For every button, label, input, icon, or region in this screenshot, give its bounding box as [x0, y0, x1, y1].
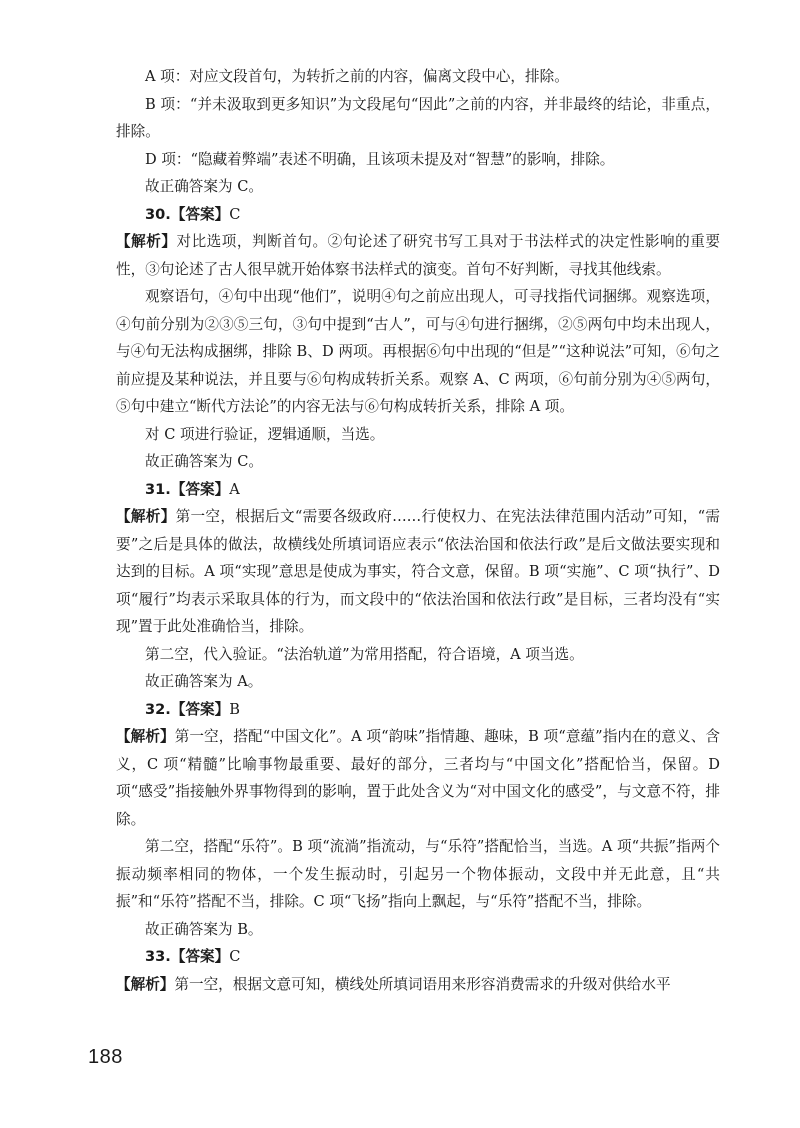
paragraph-second-blank-31: 第二空，代入验证。“法治轨道”为常用搭配，符合语境，A 项当选。: [145, 645, 584, 663]
paragraph-option-a: A 项：对应文段首句，为转折之前的内容，偏离文段中心，排除。: [145, 68, 569, 85]
analysis-text: 第一空，根据后文“需要各级政府……行使权力、在宪法法律范围内活动”可知，“需要”之后是具体的做法，故横线处所填词语应表示“依法治国和依法行政”是后文做法要实现和达到的目标。A 项“实现”意思是使成为事实，符合文意，保留。B 项“实施”、C 项“执行”、D 项“履行”均表示采取具体的行为，而文段中的“依法治国和依法行政”是目标，三者均没有“实现”置于此处准确恰当，排除。: [116, 508, 720, 635]
answer-line-30: [116, 201, 720, 229]
question-number: 32.: [145, 700, 171, 718]
analysis-label: 【解析】: [116, 508, 176, 525]
page-content: [116, 63, 720, 998]
answer-value: C: [229, 948, 241, 965]
paragraph-option-d: D 项：“隐藏着弊端”表述不明确，且该项未提及对“智慧”的影响，排除。: [145, 150, 615, 168]
answer-label: 【答案】: [170, 205, 230, 223]
answer-value: C: [229, 205, 241, 223]
analysis-label: 【解析】: [116, 975, 175, 993]
question-number: 33.: [145, 948, 171, 965]
answer-label: 【答案】: [170, 948, 230, 965]
paragraph-conclusion-29: 故正确答案为 C。: [145, 178, 263, 195]
paragraph-observe: 观察语句，④句中出现“他们”，说明④句之前应出现人，可寻找指代词捆绑。观察选项，④句前分别为②③⑤三句，③句中提到“古人”，可与④句进行捆绑，②⑤两句中均未出现人，与④句无法构成捆绑，排除 B、D 两项。再根据⑥句中出现的“但是”“这种说法”可知，⑥句之前应提及某种说法，并且要与⑥句构成转折关系。观察 A、C 两项，⑥句前分别为④⑤两句，⑤句中建立“断代方法论”的内容无法与⑥句构成转折关系，排除 A 项。: [116, 288, 720, 415]
answer-line-32: [116, 696, 720, 724]
analysis-30: [116, 228, 720, 283]
analysis-33: [116, 971, 720, 999]
analysis-text: 第一空，搭配“中国文化”。A 项“韵味”指情趣、趣味，B 项“意蕴”指内在的意义、含义，C 项“精髓”比喻事物最重要、最好的部分，三者均与“中国文化”搭配恰当，保留。D 项“感受”指接触外界事物得到的影响，置于此处含义为“对中国文化的感受”，与文意不符，排除。: [116, 728, 720, 828]
answer-label: 【答案】: [170, 700, 230, 718]
paragraph-second-blank-32: 第二空，搭配“乐符”。B 项“流淌”指流动，与“乐符”搭配恰当，当选。A 项“共振”指两个振动频率相同的物体，一个发生振动时，引起另一个物体振动，文段中并无此意，且“共振”和“乐符”搭配不当，排除。C 项“飞扬”指向上飘起，与“乐符”搭配不当，排除。: [116, 838, 720, 910]
analysis-text: 第一空，根据文意可知，横线处所填词语用来形容消费需求的升级对供给水平: [174, 975, 671, 993]
answer-value: B: [229, 700, 240, 718]
question-number: 30.: [145, 205, 171, 223]
question-number: 31.: [145, 480, 171, 498]
analysis-text: 对比选项，判断首句。②句论述了研究书写工具对于书法样式的决定性影响的重要性，③句论述了古人很早就开始体察书法样式的演变。首句不好判断，寻找其他线索。: [116, 233, 720, 278]
paragraph-conclusion-32: 故正确答案为 B。: [145, 920, 263, 938]
analysis-label: 【解析】: [116, 233, 177, 250]
analysis-label: 【解析】: [116, 728, 175, 745]
answer-value: A: [229, 480, 240, 498]
analysis-31: [116, 503, 720, 641]
paragraph-conclusion-31: 故正确答案为 A。: [145, 673, 263, 690]
analysis-32: [116, 723, 720, 833]
answer-line-31: [116, 476, 720, 504]
answer-line-33: [116, 943, 720, 971]
paragraph-option-b: B 项：“并未汲取到更多知识”为文段尾句“因此”之前的内容，并非最终的结论，非重点，排除。: [116, 95, 720, 140]
page-number: 188: [88, 1046, 123, 1068]
paragraph-verify: 对 C 项进行验证，逻辑通顺，当选。: [145, 425, 385, 443]
answer-label: 【答案】: [170, 480, 230, 498]
paragraph-conclusion-30: 故正确答案为 C。: [145, 453, 263, 470]
